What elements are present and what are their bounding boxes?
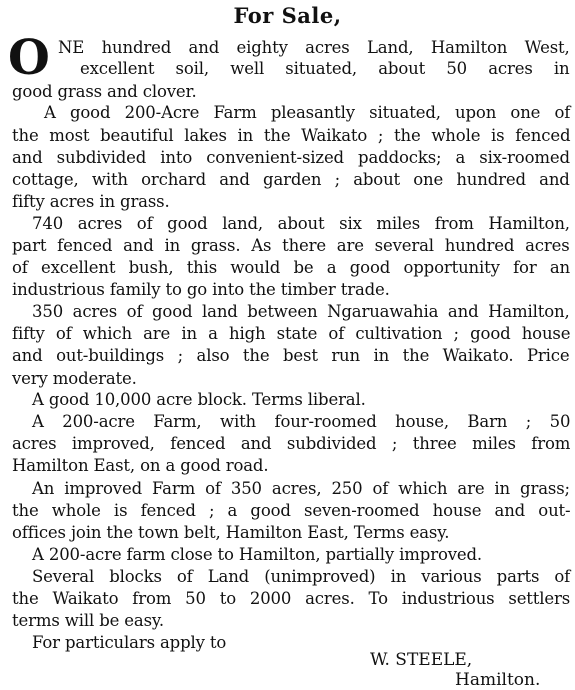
text-line-25: Several blocks of Land (unimproved) in various parts of (32, 567, 571, 586)
text-line-28: For particulars apply to (32, 633, 227, 652)
text-line-26: the Waikato from 50 to 2000 acres. To industrious settlers (12, 589, 571, 608)
text-line-8: fifty acres in grass. (12, 192, 170, 211)
text-line-12: industrious family to go into the timber trade. (12, 280, 390, 299)
text-line-1: NE hundred and eighty acres Land, Hamilton West, (58, 38, 570, 57)
text-line-18: A 200-acre Farm, with four-roomed house, Barn ; 50 (32, 412, 571, 431)
text-line-24: A 200-acre farm close to Hamilton, partially improved. (32, 545, 483, 564)
signature-place: Hamilton. (455, 670, 541, 690)
text-line-4: A good 200-Acre Farm pleasantly situated, upon one of (44, 103, 571, 122)
signature-name: W. STEELE, (370, 650, 473, 670)
text-line-21: An improved Farm of 350 acres, 250 of which are in grass; (32, 479, 570, 498)
text-line-19: acres improved, fenced and subdivided ; three miles from (12, 434, 571, 453)
text-line-27: terms will be easy. (12, 611, 165, 630)
text-line-11: of excellent bush, this would be a good opportunity for an (12, 258, 571, 277)
text-line-9: 740 acres of good land, about six miles from Hamilton, (32, 214, 570, 233)
text-line-13: 350 acres of good land between Ngaruawahia and Hamilton, (32, 302, 570, 321)
text-line-22: the whole is fenced ; a good seven-roomed house and out- (12, 501, 571, 520)
text-line-20: Hamilton East, on a good road. (12, 456, 269, 475)
drop-cap: O (8, 30, 50, 86)
text-line-10: part fenced and in grass. As there are several hundred acres (12, 236, 570, 255)
text-line-23: offices join the town belt, Hamilton East, Terms easy. (12, 523, 450, 542)
text-line-5: the most beautiful lakes in the Waikato ; the whole is fenced (12, 126, 571, 145)
text-line-7: cottage, with orchard and garden ; about one hundred and (12, 170, 570, 189)
text-line-16: very moderate. (12, 369, 137, 388)
text-line-6: and subdivided into convenient-sized paddocks; a six-roomed (12, 148, 570, 167)
text-line-14: fifty of which are in a high state of cultivation ; good house (12, 324, 571, 343)
text-line-17: A good 10,000 acre block. Terms liberal. (32, 390, 366, 409)
text-line-3: good grass and clover. (12, 82, 197, 101)
text-line-2: excellent soil, well situated, about 50 acres in (80, 59, 570, 78)
advert-heading: For Sale, (233, 3, 342, 28)
text-line-15: and out-buildings ; also the best run in the Waikato. Price (12, 346, 570, 365)
